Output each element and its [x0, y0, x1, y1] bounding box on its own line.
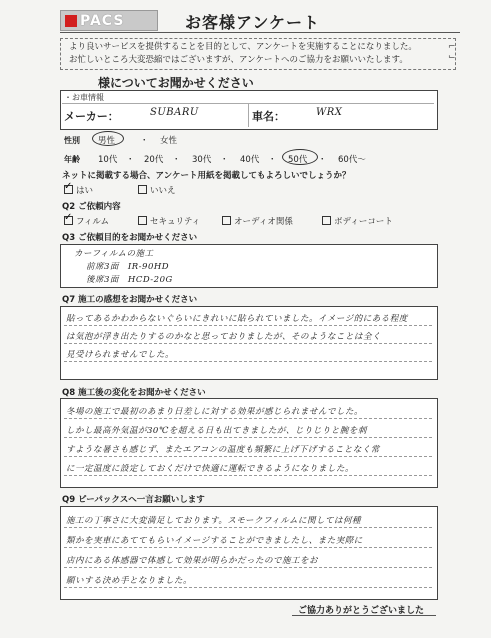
publish-option-no[interactable]: [138, 184, 176, 196]
age-separator: ・: [172, 155, 181, 165]
age-label: 年齢: [64, 155, 80, 164]
q2-film-label: フィルム: [76, 217, 109, 227]
sex-option-female[interactable]: 女性: [160, 136, 178, 146]
q3-answer-line-2: 前席3面 IR-90HD: [86, 262, 170, 272]
q9-ruled-line: [64, 587, 432, 588]
age-separator: ・: [318, 155, 327, 165]
intro-line-2: お忙しいところ大変恐縮ではございますが、アンケートへのご協力をお願いいたします。: [69, 55, 408, 65]
q8-answer-line-4: に一定温度に設定しておくだけで快適に運転できるようになりました。: [66, 464, 355, 474]
intro-line-1: より良いサービスを提供することを目的として、アンケートを実施することになりました。: [69, 42, 417, 52]
q9-answer-line-3: 店内にある体感器で体感して効果が明らかだったので施工をお: [66, 556, 319, 566]
maker-value[interactable]: SUBARU: [150, 107, 199, 118]
sex-separator: ・: [140, 136, 149, 146]
q9-ruled-line: [64, 567, 432, 568]
checkbox-checked-icon[interactable]: [64, 216, 73, 225]
checkbox-icon[interactable]: [138, 185, 147, 194]
checkbox-icon[interactable]: [222, 216, 231, 225]
car-name-label: 車名：: [252, 110, 285, 123]
q2-bodycoat-label: ボディーコート: [334, 217, 393, 227]
q8-ruled-line: [64, 475, 432, 476]
q2-option-bodycoat[interactable]: [322, 215, 393, 227]
car-name-value[interactable]: WRX: [316, 107, 343, 118]
age-option-20s[interactable]: 20代: [144, 155, 164, 165]
sex-label: 性別: [64, 136, 80, 145]
q8-ruled-line: [64, 437, 432, 438]
company-logo: [60, 10, 158, 31]
checkbox-icon[interactable]: [322, 216, 331, 225]
q7-answer-line-2: は気泡が浮き出たりするのかなと思っておりましたが、そのようなことは全く: [66, 332, 382, 342]
q2-option-audio[interactable]: [222, 215, 293, 227]
q7-answer-line-3: 見受けられませんでした。: [66, 350, 175, 360]
q9-answer-line-2: 類かを実車にあててもらいイメージすることができましたし、また実際に: [66, 536, 363, 546]
q7-ruled-line: [64, 343, 432, 344]
age-option-10s[interactable]: 10代: [98, 155, 118, 165]
car-info-label: ・お車情報: [64, 93, 104, 102]
age-option-30s[interactable]: 30代: [192, 155, 212, 165]
q8-answer-line-2: しかし最高外気温が30℃を超える日も出てきましたが、じりじりと腕を刺: [66, 426, 367, 436]
checkbox-icon[interactable]: [138, 216, 147, 225]
intro-box: [60, 38, 456, 70]
q2-heading: Q2 ご依頼内容: [62, 202, 121, 212]
age-option-60s-plus[interactable]: 60代～: [338, 155, 366, 165]
q3-heading: Q3 ご依頼目的をお聞かせください: [62, 233, 198, 243]
q8-ruled-line: [64, 418, 432, 419]
car-info-column-divider: [248, 103, 249, 127]
q8-answer-line-3: すような暑さも感じず、またエアコンの温度も頻繁に上げ下げすることなく常: [66, 445, 380, 455]
q2-audio-label: オーディオ関係: [234, 217, 293, 227]
publish-question: ネットに掲載する場合、アンケート用紙を掲載してもよろしいでしょうか？: [62, 171, 351, 181]
footer-rule: [292, 615, 436, 616]
thank-you-footer: ご協力ありがとうございました: [298, 606, 425, 616]
q8-heading: Q8 施工後の変化をお聞かせください: [62, 388, 206, 398]
q8-ruled-line: [64, 456, 432, 457]
title-divider: [60, 32, 460, 33]
age-option-40s[interactable]: 40代: [240, 155, 260, 165]
publish-no-label: いいえ: [150, 186, 176, 196]
page-title: お客様アンケート: [185, 13, 321, 32]
q9-ruled-line: [64, 527, 432, 528]
customer-section-heading: 様についてお聞かせください: [98, 76, 254, 90]
age-separator: ・: [126, 155, 135, 165]
age-selected-circle: [282, 149, 318, 165]
q8-answer-line-1: 冬場の施工で最初のあまり日差しに対する効果が感じられませんでした。: [66, 407, 364, 417]
logo-text: PACS: [80, 12, 125, 29]
age-separator: ・: [268, 155, 277, 165]
q2-option-film[interactable]: [64, 215, 109, 227]
q7-heading: Q7 施工の感想をお聞かせください: [62, 295, 198, 305]
q2-security-label: セキュリティ: [150, 217, 201, 227]
publish-option-yes[interactable]: [64, 184, 93, 196]
logo-mark-icon: [65, 15, 77, 27]
publish-yes-label: はい: [76, 186, 94, 196]
age-separator: ・: [220, 155, 229, 165]
decorative-brackets-icon: ⌐ ⌙: [448, 42, 456, 62]
q9-heading: Q9 ピーパックスへ一言お願いします: [62, 495, 205, 505]
sex-option-male[interactable]: 男性: [98, 136, 116, 146]
q7-answer-line-1: 貼ってあるかわからないぐらいにきれいに貼られていました。イメージ的にある程度: [66, 314, 408, 324]
q7-ruled-line: [64, 325, 432, 326]
sex-selected-circle: [92, 131, 124, 146]
q3-answer-line-1: カーフィルムの施工: [74, 249, 154, 259]
q9-answer-line-4: 願いする決め手となりました。: [66, 576, 193, 586]
maker-label: メーカー：: [64, 110, 119, 123]
checkbox-checked-icon[interactable]: [64, 185, 73, 194]
q7-ruled-line: [64, 361, 432, 362]
q2-option-security[interactable]: [138, 215, 200, 227]
age-option-50s[interactable]: 50代: [288, 155, 308, 165]
q3-answer-line-3: 後席3面 HCD-20G: [86, 275, 173, 285]
q9-ruled-line: [64, 547, 432, 548]
q9-answer-line-1: 施工の丁寧さに大変満足しております。スモークフィルムに関しては何種: [66, 516, 361, 526]
